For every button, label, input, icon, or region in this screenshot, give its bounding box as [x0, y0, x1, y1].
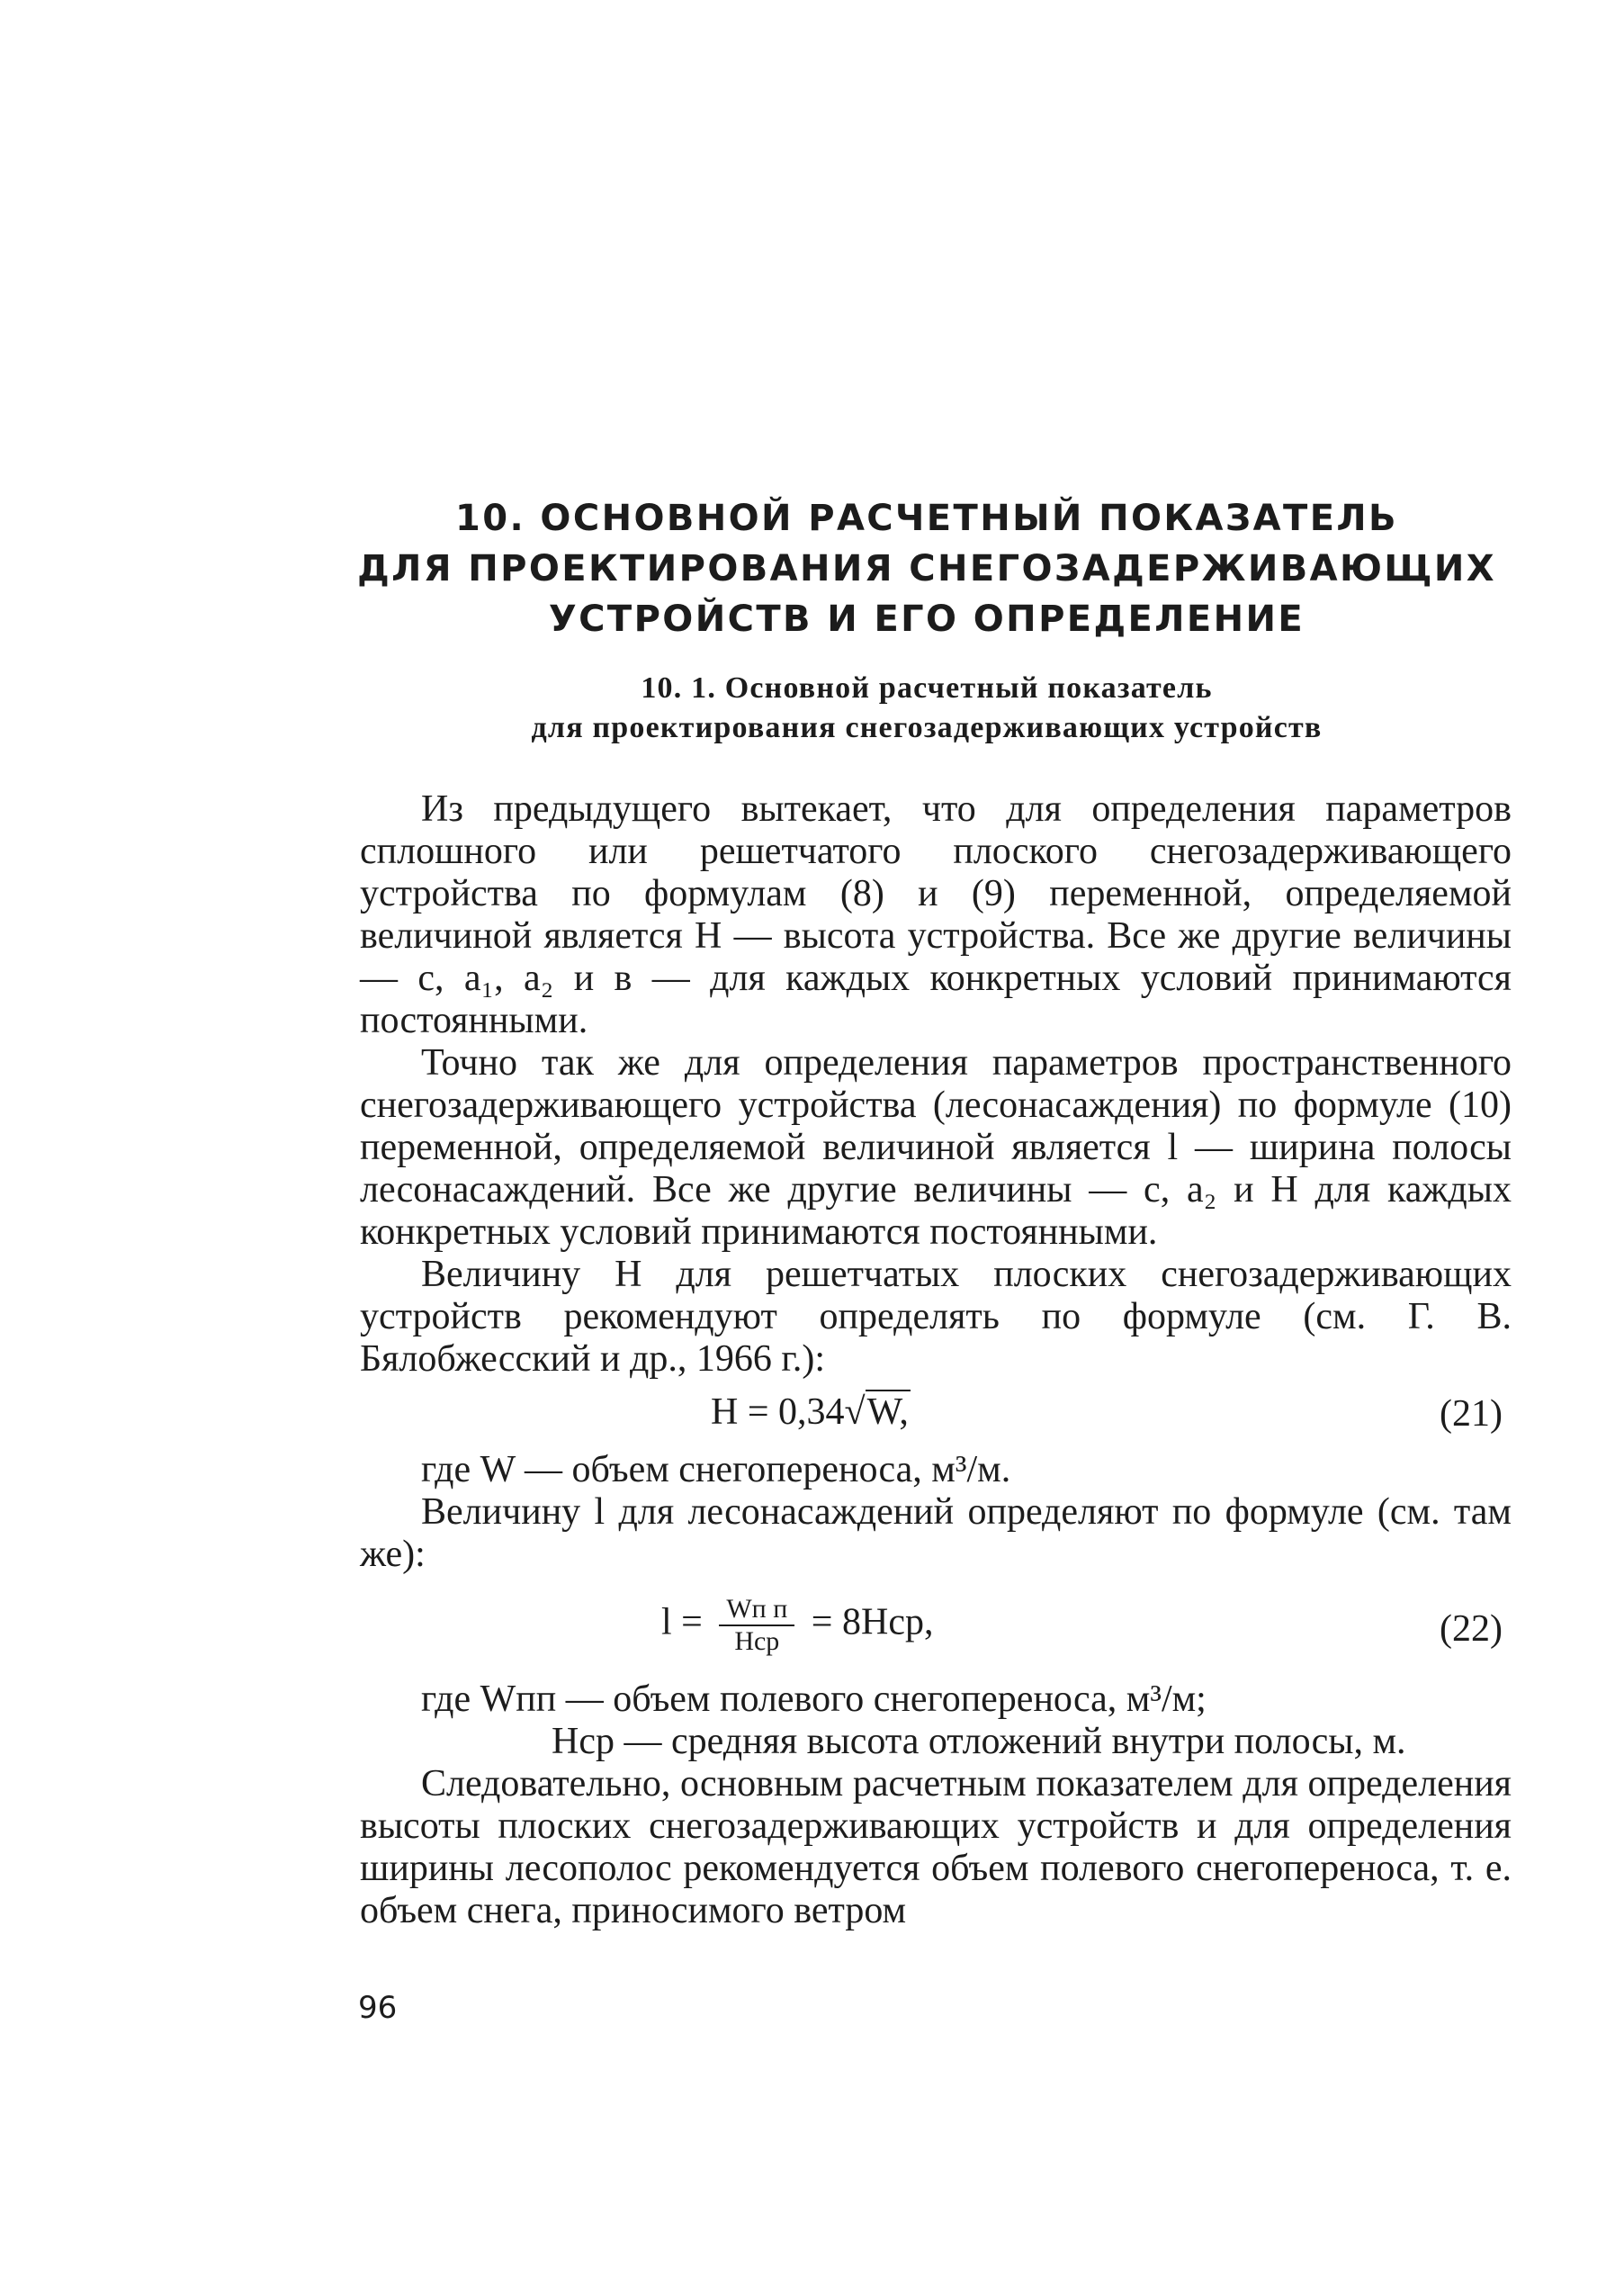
section-title-line: для проектирования снегозадерживающих устройств	[531, 711, 1323, 744]
formula-22-fraction	[719, 1594, 794, 1657]
section-title	[342, 669, 1512, 748]
chapter-title	[342, 493, 1512, 644]
formula-22	[360, 1581, 1512, 1675]
fraction-denominator: Hср	[734, 1626, 780, 1656]
section-title-line: 10. 1. Основной расчетный показатель	[641, 671, 1213, 705]
chapter-title-line: УСТРОЙСТВ И ЕГО ОПРЕДЕЛЕНИЕ	[548, 598, 1305, 640]
paragraph: Величину H для решетчатых плоских снегозадерживающих устройств рекомендуют определять по формуле (см. Г. В. Бялобжесский и др., 1966 г.):	[360, 1254, 1512, 1380]
fraction-numerator: Wп п	[719, 1594, 794, 1626]
paragraph: Следовательно, основным расчетным показателем для определения высоты плоских снегозадерживающих устройств и для определения ширины лесополос рекомендуется объем полевого снегопереноса, т. е. объем снега, приносимого ветром	[360, 1763, 1512, 1931]
equation-number-22: (22)	[1440, 1608, 1503, 1650]
sqrt-sign: √	[844, 1391, 866, 1433]
body-text	[360, 788, 1512, 1932]
paragraph: где W — объем снегопереноса, м³/м.	[421, 1449, 1011, 1490]
paragraph: Точно так же для определения параметров пространственного снегозадерживающего устройства (лесонасаждения) по формуле (10) переменной, определяемой величиной является l — ширина полосы лесонасаждений. Все же другие величины — c, a₂ и H для каждых конкретных условий принимаются постоянными.	[360, 1042, 1512, 1253]
chapter-title-line: 10. ОСНОВНОЙ РАСЧЕТНЫЙ ПОКАЗАТЕЛЬ	[455, 498, 1398, 539]
formula-21-expression	[711, 1391, 911, 1434]
page-number: 96	[358, 1990, 398, 2026]
formula-21-radicand: W,	[866, 1391, 909, 1433]
formula-21-lhs: H = 0,34	[711, 1391, 845, 1433]
equation-number-21: (21)	[1440, 1393, 1503, 1435]
formula-note: где Wпп — объем полевого снегопереноса, м³/м;	[421, 1678, 1207, 1720]
formula-22-rhs: = 8Hср,	[811, 1601, 934, 1643]
paragraph: Величину l для лесонасаждений определяют по формуле (см. там же):	[360, 1491, 1512, 1575]
formula-21	[360, 1386, 1512, 1445]
chapter-title-line: ДЛЯ ПРОЕКТИРОВАНИЯ СНЕГОЗАДЕРЖИВАЮЩИХ	[357, 548, 1496, 590]
formula-22-expression	[661, 1594, 933, 1657]
formula-22-lhs: l =	[661, 1601, 703, 1643]
paragraph: Из предыдущего вытекает, что для определения параметров сплошного или решетчатого плоского снегозадерживающего устройства по формулам (8) и (9) переменной, определяемой величиной является H — высота устройства. Все же другие величины — c, a₁, a₂ и в — для каждых конкретных условий принимаются постоянными.	[360, 788, 1512, 1041]
formula-note: Hср — средняя высота отложений внутри полосы, м.	[552, 1721, 1406, 1762]
